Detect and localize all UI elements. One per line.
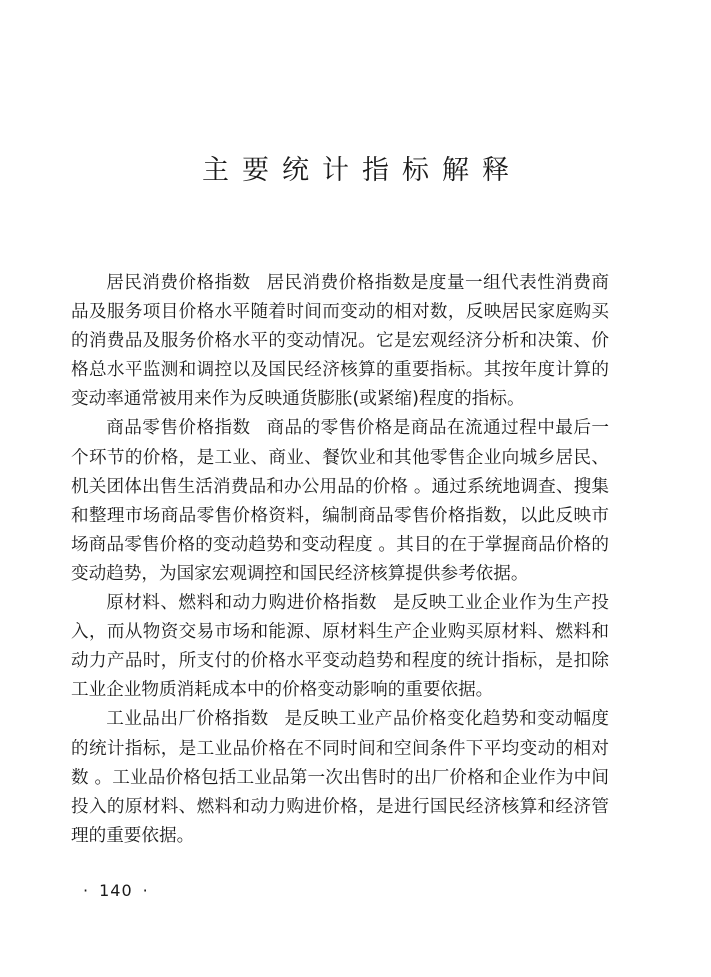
paragraph-cpi <box>71 269 609 414</box>
page-number-marker-left: · <box>83 881 90 900</box>
paragraph-text: 居民消费价格指数是度量一组代表性消费商品及服务项目价格水平随着时间而变动的相对数，反映居民家庭购买的消费品及服务价格水平的变动情况。它是宏观经济分析和决策、价格总水平监测和调控以及国民经济核算的重要指标。其按年度计算的变动率通常被用来作为反映通货膨胀(或紧缩)程度的指标。 <box>71 273 609 410</box>
page-title: 主要统计指标解释 <box>202 155 522 186</box>
page-number-marker-right: · <box>142 881 149 900</box>
paragraph-retail-price-index <box>71 414 609 589</box>
body-text <box>71 269 609 851</box>
paragraph-text: 是反映工业产品价格变化趋势和变动幅度的统计指标，是工业品价格在不同时间和空间条件下平均变动的相对数 。工业品价格包括工业品第一次出售时的出厂价格和企业作为中间投入的原材料、燃料和动力购进价格，是进行国民经济核算和经济管理的重要依据。 <box>71 709 609 846</box>
paragraph-ppi <box>71 705 609 850</box>
paragraph-text: 商品的零售价格是商品在流通过程中最后一个环节的价格，是工业、商业、餐饮业和其他零售企业向城乡居民、机关团体出售生活消费品和办公用品的价格 。通过系统地调查、搜集和整理市场商品零售价格资料，编制商品零售价格指数，以此反映市场商品零售价格的变动趋势和变动程度 。其目的在于掌握商品价格的变动趋势，为国家宏观调控和国民经济核算提供参考依据。 <box>71 418 609 584</box>
term-heading: 工业品出厂价格指数 <box>106 709 269 730</box>
page-number <box>73 881 159 900</box>
paragraph-text: 是反映工业企业作为生产投入，而从物资交易市场和能源、原材料生产企业购买原材料、燃料和动力产品时，所支付的价格水平变动趋势和程度的统计指标，是扣除工业企业物质消耗成本中的价格变动影响的重要依据。 <box>71 593 609 701</box>
page-number-value: 140 <box>99 881 133 900</box>
term-heading: 原材料、燃料和动力购进价格指数 <box>106 593 377 614</box>
paragraph-purchase-price-index <box>71 589 609 705</box>
term-heading: 居民消费价格指数 <box>106 273 251 293</box>
term-heading: 商品零售价格指数 <box>106 418 251 439</box>
